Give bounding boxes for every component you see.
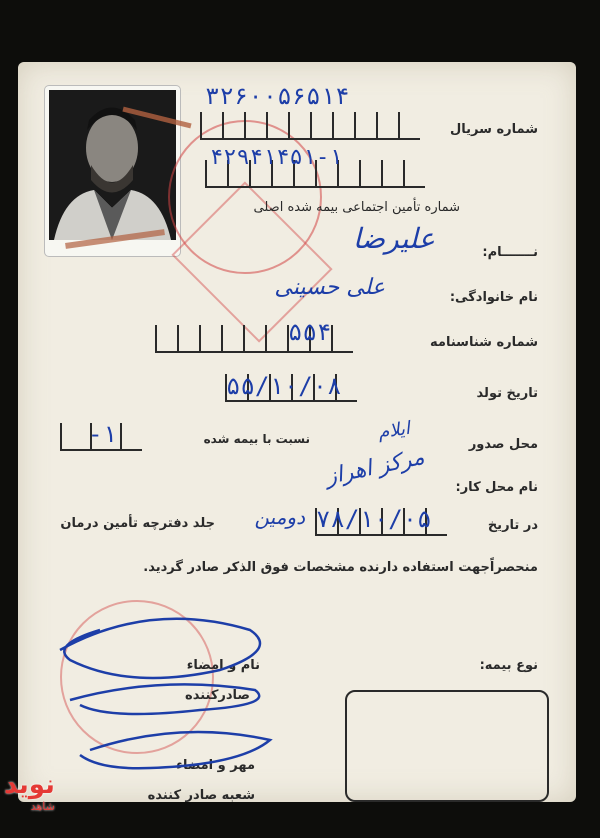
branch-label: شعبه صادر کننده	[147, 788, 255, 803]
issuer-label: صادرکننده	[185, 688, 250, 703]
birth-value: ۵۵/۱۰/۰۸	[226, 372, 342, 400]
family-value: علی حسینی	[274, 275, 385, 300]
insurance-type-label: نوع بیمه:	[479, 658, 538, 673]
issue-place-label: محل صدور	[468, 437, 538, 452]
portrait-icon	[49, 90, 176, 240]
name-label: نـــــــام:	[482, 245, 538, 260]
photo-image	[49, 90, 176, 240]
serial-boxes	[200, 112, 420, 140]
date-label: در تاریخ	[487, 518, 538, 533]
seal-label: مهر و امضاء	[176, 758, 255, 773]
holder-photo	[45, 86, 180, 256]
booklet-value: دومین	[254, 505, 305, 529]
insured-number-value: ۴۲۹۴۱۴۵۱-۱	[210, 145, 343, 170]
date-value: ۷۸/۱۰/۰۵	[316, 505, 432, 533]
id-number-value: ۵۵۴	[288, 318, 332, 346]
serial-value: ۳۲۶۰۰۵۶۵۱۴	[205, 82, 350, 110]
signature-scribble	[40, 590, 290, 810]
relation-value: -۱	[88, 420, 117, 448]
issue-place-value: ایلام	[376, 417, 412, 444]
navid-shahed-logo	[4, 770, 55, 813]
serial-label: شماره سریال	[450, 122, 538, 137]
family-label: نام خانوادگی:	[449, 290, 538, 305]
insured-number-label: شماره تأمین اجتماعی بیمه شده اصلی	[253, 200, 460, 215]
workplace-value: مرکز اهراز	[323, 444, 427, 491]
birth-label: تاریخ تولد	[476, 386, 538, 401]
name-value: علیرضا	[352, 222, 435, 255]
workplace-label: نام محل کار:	[455, 480, 538, 495]
logo-title: نوید	[4, 770, 55, 800]
exclusive-text: منحصراًجهت استفاده دارنده مشخصات فوق الذکر صادر گردید.	[143, 560, 538, 575]
booklet-label: جلد دفترچه تأمین درمان	[60, 516, 215, 531]
id-number-label: شماره شناسنامه	[430, 335, 538, 350]
relation-label: نسبت با بیمه شده	[203, 432, 310, 446]
insurance-type-box	[345, 690, 549, 802]
logo-sub: شاهد	[30, 800, 55, 813]
issuer-name-label: نام و امضاء	[186, 658, 260, 673]
